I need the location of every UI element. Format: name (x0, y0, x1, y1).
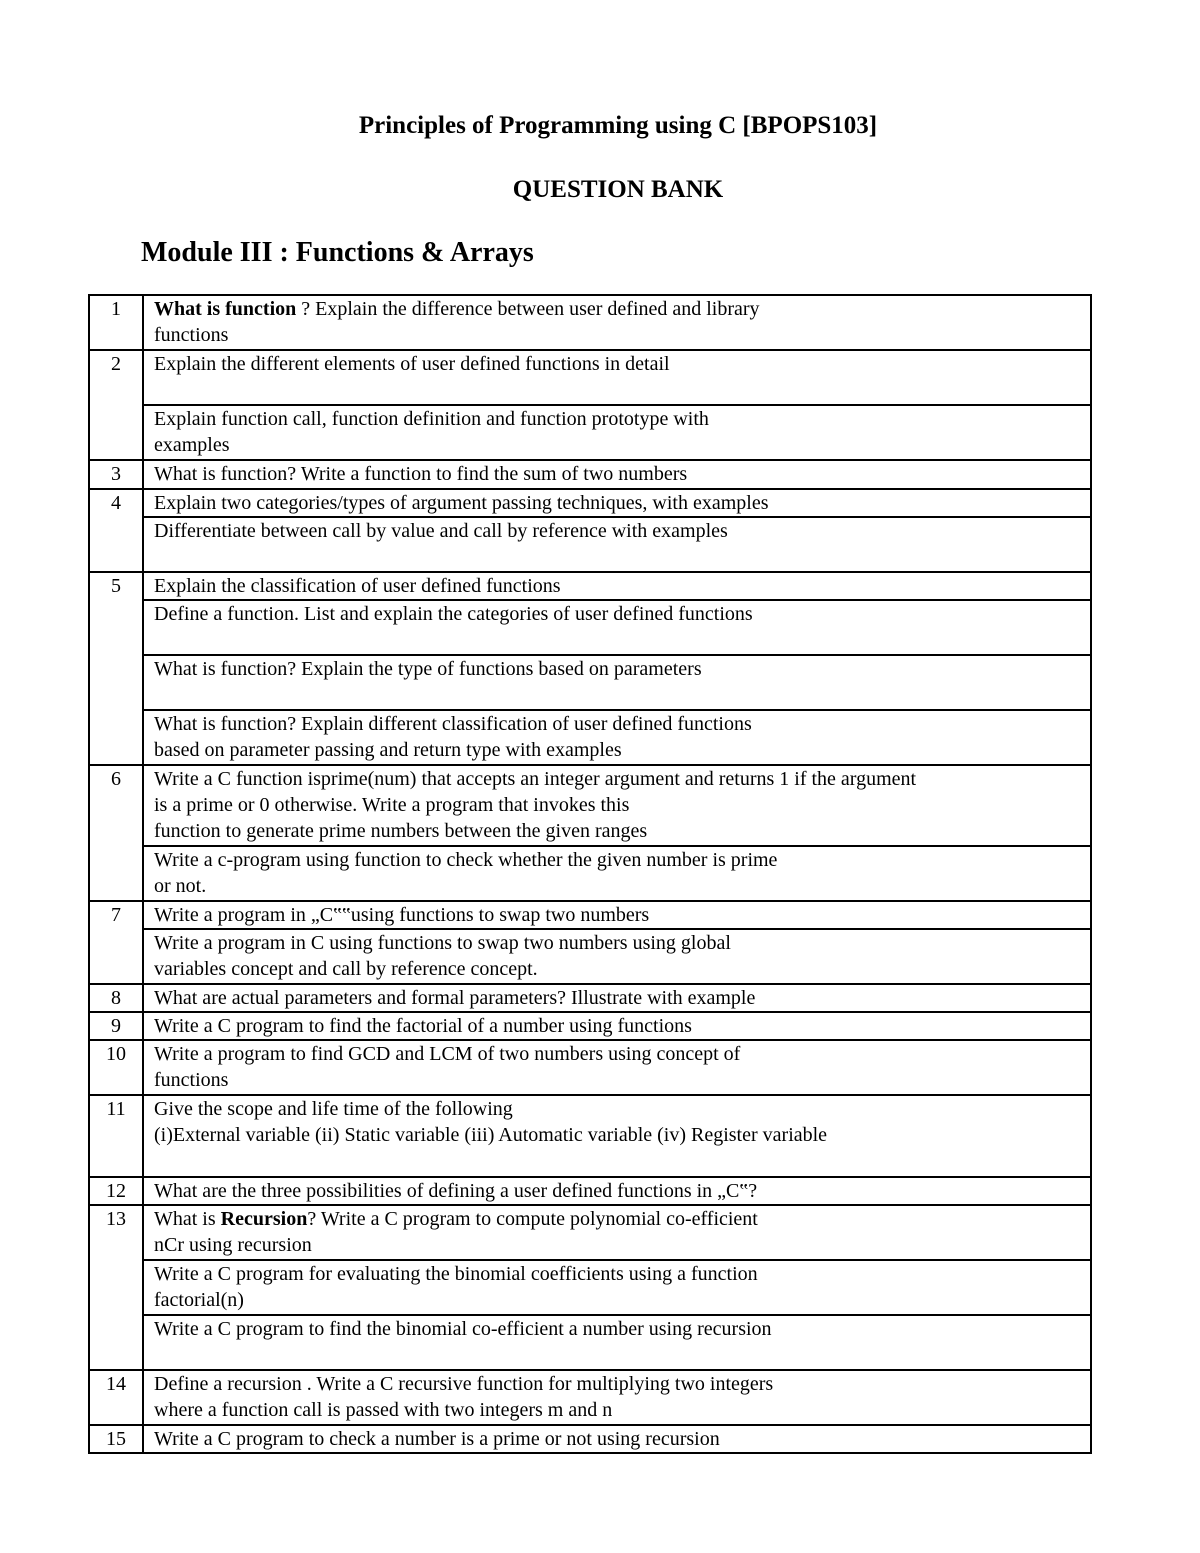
question-number: 12 (89, 1177, 143, 1205)
question-text: Define a function. List and explain the categories of user defined functions (154, 603, 753, 625)
table-row (89, 460, 1091, 489)
question-text-cell (143, 460, 1091, 489)
table-row (89, 765, 1091, 846)
table-row (89, 1205, 1091, 1260)
question-text: Write a C program to find the factorial of a number using functions (154, 1015, 692, 1037)
question-text-cell (143, 1040, 1091, 1095)
table-row (89, 1425, 1091, 1453)
question-text: Write a C program to check a number is a prime or not using recursion (154, 1428, 720, 1450)
question-number: 8 (89, 984, 143, 1012)
question-text: Write a C program for evaluating the binomial coefficients using a function factorial(n) (154, 1263, 758, 1311)
question-number: 4 (89, 489, 143, 572)
question-text-cell (143, 929, 1091, 984)
question-number: 15 (89, 1425, 143, 1453)
question-text-cell (143, 350, 1091, 405)
question-text: Explain two categories/types of argument passing techniques, with examples (154, 492, 769, 514)
table-row (89, 350, 1091, 405)
question-text-cell (143, 846, 1091, 901)
table-row (89, 1095, 1091, 1177)
question-number: 10 (89, 1040, 143, 1095)
table-row (89, 710, 1091, 765)
table-row (89, 1040, 1091, 1095)
table-row (89, 572, 1091, 600)
question-text-cell (143, 1315, 1091, 1370)
question-text: What is function? Explain different classification of user defined functions based on parameter passing and return type with examples (154, 713, 752, 761)
table-row (89, 489, 1091, 517)
question-text: Differentiate between call by value and call by reference with examples (154, 520, 728, 542)
question-text: What are actual parameters and formal parameters? Illustrate with example (154, 987, 756, 1009)
question-number: 2 (89, 350, 143, 460)
question-text-cell (143, 489, 1091, 517)
question-text: Explain the different elements of user defined functions in detail (154, 353, 670, 375)
question-number: 6 (89, 765, 143, 901)
question-text-cell (143, 1095, 1091, 1177)
document-title: Principles of Programming using C [BPOPS103] (358, 112, 878, 139)
question-number: 7 (89, 901, 143, 984)
question-text: What is function? Write a function to find the sum of two numbers (154, 463, 688, 485)
table-row (89, 901, 1091, 929)
question-text: Define a recursion . Write a C recursive function for multiplying two integers where a function call is passed with two integers m and n (154, 1373, 774, 1421)
question-number: 14 (89, 1370, 143, 1425)
question-number: 1 (89, 295, 143, 350)
document-subtitle: QUESTION BANK (512, 176, 724, 203)
table-row (89, 655, 1091, 710)
question-text: What are the three possibilities of defining a user defined functions in „C‟? (154, 1180, 758, 1202)
question-text-cell (143, 1177, 1091, 1205)
question-number: 3 (89, 460, 143, 489)
table-row (89, 1315, 1091, 1370)
question-keyword: Recursion (220, 1208, 308, 1230)
table-row (89, 984, 1091, 1012)
table-row (89, 1370, 1091, 1425)
question-text-cell (143, 984, 1091, 1012)
question-text-cell (143, 1012, 1091, 1040)
question-text-cell (143, 1205, 1091, 1260)
question-text-cell (143, 600, 1091, 655)
module-heading: Module III : Functions & Arrays (141, 237, 534, 268)
question-text-cell (143, 1425, 1091, 1453)
question-text: What is function? Explain the type of functions based on parameters (154, 658, 702, 680)
question-text-cell (143, 765, 1091, 846)
question-text-cell (143, 655, 1091, 710)
table-row (89, 1177, 1091, 1205)
question-text: Write a program in „C‟‟using functions to swap two numbers (154, 904, 650, 926)
question-text-cell (143, 295, 1091, 350)
question-text-cell (143, 710, 1091, 765)
table-row (89, 600, 1091, 655)
question-text-cell (143, 1370, 1091, 1425)
question-number: 9 (89, 1012, 143, 1040)
question-text: Write a C program to find the binomial co-efficient a number using recursion (154, 1318, 772, 1340)
question-text: Give the scope and life time of the following (i)External variable (ii) Static variable (iii) Automatic variable (iv) Register variable (154, 1098, 828, 1146)
question-text: Write a c-program using function to check whether the given number is prime or not. (154, 849, 778, 897)
question-text-cell (143, 572, 1091, 600)
question-table (88, 294, 1092, 1454)
question-text: Explain function call, function definition and function prototype with examples (154, 408, 709, 456)
question-text: Write a C function isprime(num) that accepts an integer argument and returns 1 if the argument is a prime or 0 otherwise. Write a program that invokes this function to generate prime numbers between the given ranges (154, 768, 917, 842)
question-text: ? Write a C program to compute polynomial co-efficient nCr using recursion (154, 1208, 758, 1256)
question-prefix: What is (154, 1208, 221, 1230)
table-row (89, 1012, 1091, 1040)
question-text: Write a program in C using functions to swap two numbers using global variables concept and call by reference concept. (154, 932, 731, 980)
question-text-cell (143, 517, 1091, 572)
question-keyword: What is function (154, 298, 297, 320)
question-text-cell (143, 901, 1091, 929)
table-row (89, 929, 1091, 984)
question-text: ? Explain the difference between user defined and library functions (154, 298, 760, 346)
question-number: 5 (89, 572, 143, 765)
table-row (89, 295, 1091, 350)
table-row (89, 405, 1091, 460)
question-text-cell (143, 1260, 1091, 1315)
table-row (89, 517, 1091, 572)
question-text: Write a program to find GCD and LCM of two numbers using concept of functions (154, 1043, 741, 1091)
question-number: 13 (89, 1205, 143, 1370)
question-text: Explain the classification of user defined functions (154, 575, 561, 597)
question-number: 11 (89, 1095, 143, 1177)
table-row (89, 846, 1091, 901)
table-row (89, 1260, 1091, 1315)
question-text-cell (143, 405, 1091, 460)
